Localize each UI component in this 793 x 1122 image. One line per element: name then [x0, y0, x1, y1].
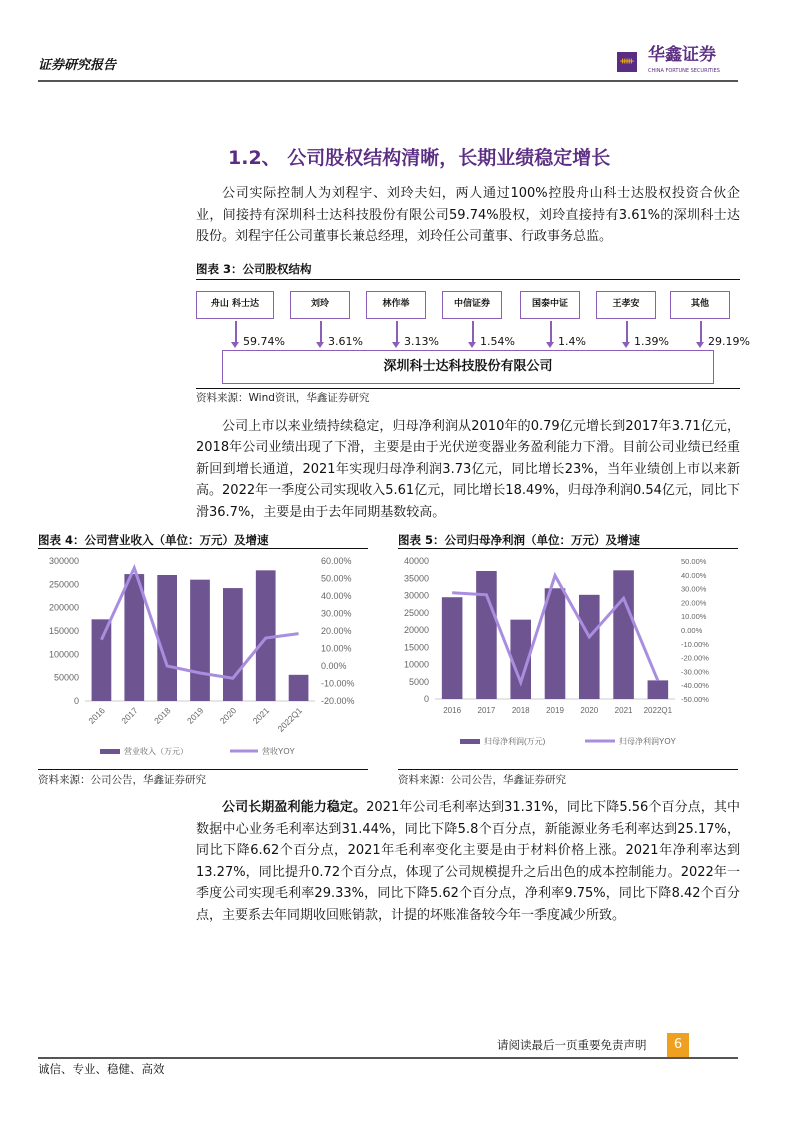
x-tick-label: 2019 — [546, 706, 564, 715]
y-tick-label: 250000 — [48, 579, 79, 590]
net-profit-chart — [390, 549, 738, 769]
ownership-pct: 1.39% — [634, 334, 669, 348]
y-tick-label: 200000 — [48, 602, 79, 613]
figure-title: 图表 4：公司营业收入（单位：万元）及增速 — [38, 533, 269, 547]
x-tick-label: 2021 — [250, 705, 272, 726]
figure-divider — [196, 388, 740, 389]
shareholder-box: 国泰中证 — [520, 291, 580, 319]
figure-source: 资料来源：公司公告，华鑫证券研究 — [398, 774, 566, 786]
x-tick-label: 2017 — [477, 706, 496, 715]
figure-divider — [398, 769, 738, 770]
header-divider — [38, 80, 738, 82]
y-tick-label: 10000 — [403, 659, 429, 670]
y-tick-label: 20000 — [403, 625, 429, 635]
y2-tick-label: 40.00% — [321, 591, 352, 601]
shareholder-box: 其他 — [670, 291, 730, 319]
arrow-icon — [550, 321, 552, 343]
arrow-icon — [396, 321, 398, 343]
ownership-pct: 1.4% — [558, 334, 586, 348]
figure-title: 图表 3：公司股权结构 — [196, 261, 312, 276]
x-tick-label: 2017 — [119, 705, 140, 726]
bar — [648, 680, 669, 699]
arrow-icon — [320, 321, 322, 343]
ownership-pct: 3.13% — [404, 334, 439, 348]
page-number: 6 — [667, 1033, 689, 1057]
arrow-icon — [700, 321, 702, 343]
figure-title: 图表 5：公司归母净利润（单位：万元）及增速 — [398, 533, 641, 547]
bar — [579, 595, 600, 699]
bar — [223, 588, 243, 701]
figure-divider — [38, 769, 368, 770]
legend-label: 营业收入（万元） — [124, 747, 188, 756]
figure-divider — [196, 279, 740, 280]
legend-label: 归母净利润(万元) — [484, 737, 546, 746]
y2-tick-label: 50.00% — [681, 557, 707, 566]
shareholder-box: 林作举 — [366, 291, 426, 319]
paragraph — [196, 797, 740, 926]
logo-subtext: CHINA FORTUNE SECURITIES — [648, 68, 720, 74]
shareholder-box: 舟山 科士达 — [196, 291, 274, 319]
ownership-pct: 3.61% — [328, 334, 363, 348]
y2-tick-label: 60.00% — [321, 556, 352, 566]
y-tick-label: 25000 — [403, 607, 429, 618]
bar — [545, 588, 566, 699]
y-tick-label: 30000 — [403, 590, 429, 601]
y2-tick-label: -50.00% — [681, 695, 709, 704]
figure-source: 资料来源：Wind资讯，华鑫证券研究 — [196, 391, 370, 404]
ownership-pct: 1.54% — [480, 334, 515, 348]
y2-tick-label: -10.00% — [681, 639, 709, 649]
y-tick-label: 5000 — [408, 676, 429, 687]
logo-icon: ᚔ — [617, 52, 637, 72]
paragraph: 公司上市以来业绩持续稳定，归母净利润从2010年的0.79亿元增长到2017年3.71亿元，2018年公司业绩出现了下滑，主要是由于光伏逆变器业务盈利能力下滑。目前公司业绩已经重新回到增长通道，2021年实现归母净利润3.73亿元，同比增长23%，当年业绩创上市以来新高。2022年一季度公司实现收入5.61亿元，同比增长18.49%，归母净利润0.54亿元，同比下滑36.7%，主要是由于去年同期基数较高。 — [196, 418, 740, 520]
arrow-icon — [472, 321, 474, 343]
revenue-chart — [30, 549, 368, 769]
y-tick-label: 35000 — [403, 573, 429, 584]
bar — [92, 619, 112, 701]
y2-tick-label: -30.00% — [681, 667, 709, 677]
disclaimer-link[interactable]: 请阅读最后一页重要免责声明 — [497, 1038, 647, 1052]
x-tick-label: 2019 — [184, 705, 206, 726]
x-tick-label: 2018 — [511, 706, 530, 715]
y2-tick-label: 20.00% — [321, 626, 352, 636]
bar — [442, 597, 463, 699]
arrow-icon — [235, 321, 237, 343]
bar — [157, 575, 177, 701]
y2-tick-label: -10.00% — [321, 678, 355, 689]
y2-tick-label: 0.00% — [321, 661, 347, 671]
section-title: 1.2、 公司股权结构清晰，长期业绩稳定增长 — [228, 147, 611, 169]
bar — [476, 571, 497, 699]
y2-tick-label: 20.00% — [681, 598, 707, 608]
charts-row — [38, 533, 738, 787]
ownership-pct: 59.74% — [243, 334, 285, 348]
bar — [289, 675, 309, 701]
motto: 诚信、专业、稳健、高效 — [38, 1062, 165, 1076]
y-tick-label: 100000 — [48, 649, 79, 660]
footer-divider — [38, 1057, 738, 1059]
y2-tick-label: 40.00% — [681, 570, 707, 580]
bar — [190, 580, 210, 701]
paragraph: 公司实际控制人为刘程宇、刘玲夫妇，两人通过100%控股舟山科士达股权投资合伙企业，间接持有深圳科士达科技股份有限公司59.74%股权，刘玲直接持有3.61%的深圳科士达股份。刘程宇任公司董事长兼总经理，刘玲任公司董事、行政事务总监。 — [196, 186, 740, 244]
ownership-figure — [196, 261, 750, 408]
x-tick-label: 2020 — [217, 705, 239, 726]
logo-text: 华鑫证券 — [648, 45, 716, 65]
x-tick-label: 2018 — [152, 705, 173, 726]
x-tick-label: 2022Q1 — [275, 705, 304, 734]
paragraph-lead: 公司长期盈利能力稳定。 — [222, 800, 367, 815]
legend-bar-swatch — [460, 739, 480, 744]
paragraph-body: 2021年公司毛利率达到31.31%，同比下降5.56个百分点，其中数据中心业务毛利率达到31.44%，同比下降5.8个百分点，新能源业务毛利率达到25.17%，同比下降6.62个百分点，2021年毛利率变化主要是由于材料价格上涨。2021年净利率达到13.27%，同比提升0.72个百分点，体现了公司规模提升之后出色的成本控制能力。2022年一季度公司实现毛利率29.33%，同比下降5.62个百分点，净利率9.75%，同比下降8.42个百分点，主要系去年同期收回账销款，计提的坏账准备较今年一季度减少所致。 — [196, 800, 740, 923]
net-profit-figure — [398, 533, 738, 787]
company-box: 深圳科士达科技股份有限公司 — [222, 350, 714, 384]
y2-tick-label: -20.00% — [321, 696, 355, 706]
revenue-figure — [38, 533, 368, 787]
legend-label: 归母净利润YOY — [619, 737, 676, 746]
y2-tick-label: -40.00% — [681, 681, 709, 691]
y-tick-label: 300000 — [48, 556, 79, 566]
legend-label: 营收YOY — [262, 747, 295, 756]
x-tick-label: 2022Q1 — [643, 706, 673, 715]
shareholder-box: 刘玲 — [290, 291, 350, 319]
y2-tick-label: 0.00% — [681, 626, 703, 635]
y2-tick-label: 50.00% — [321, 573, 352, 584]
x-tick-label: 2020 — [580, 706, 599, 715]
y-tick-label: 0 — [73, 696, 79, 706]
y2-tick-label: 10.00% — [681, 612, 707, 622]
shareholder-box: 王孝安 — [596, 291, 656, 319]
arrow-icon — [626, 321, 628, 343]
bar — [613, 570, 634, 699]
y-tick-label: 0 — [423, 694, 429, 704]
main-content — [38, 145, 750, 926]
x-tick-label: 2016 — [443, 706, 462, 715]
figure-source: 资料来源：公司公告，华鑫证券研究 — [38, 774, 206, 786]
y2-tick-label: -20.00% — [681, 653, 709, 663]
ownership-pct: 29.19% — [708, 334, 750, 348]
y2-tick-label: 30.00% — [681, 584, 707, 594]
y-tick-label: 50000 — [53, 672, 79, 683]
y2-tick-label: 10.00% — [321, 643, 352, 654]
y-tick-label: 15000 — [403, 642, 429, 653]
report-type: 证券研究报告 — [38, 58, 117, 73]
legend-bar-swatch — [100, 749, 120, 754]
shareholder-box: 中信证券 — [442, 291, 502, 319]
y2-tick-label: 30.00% — [321, 608, 352, 619]
x-tick-label: 2016 — [86, 705, 107, 726]
y-tick-label: 40000 — [403, 556, 429, 566]
x-tick-label: 2021 — [614, 706, 633, 715]
y-tick-label: 150000 — [48, 626, 79, 636]
